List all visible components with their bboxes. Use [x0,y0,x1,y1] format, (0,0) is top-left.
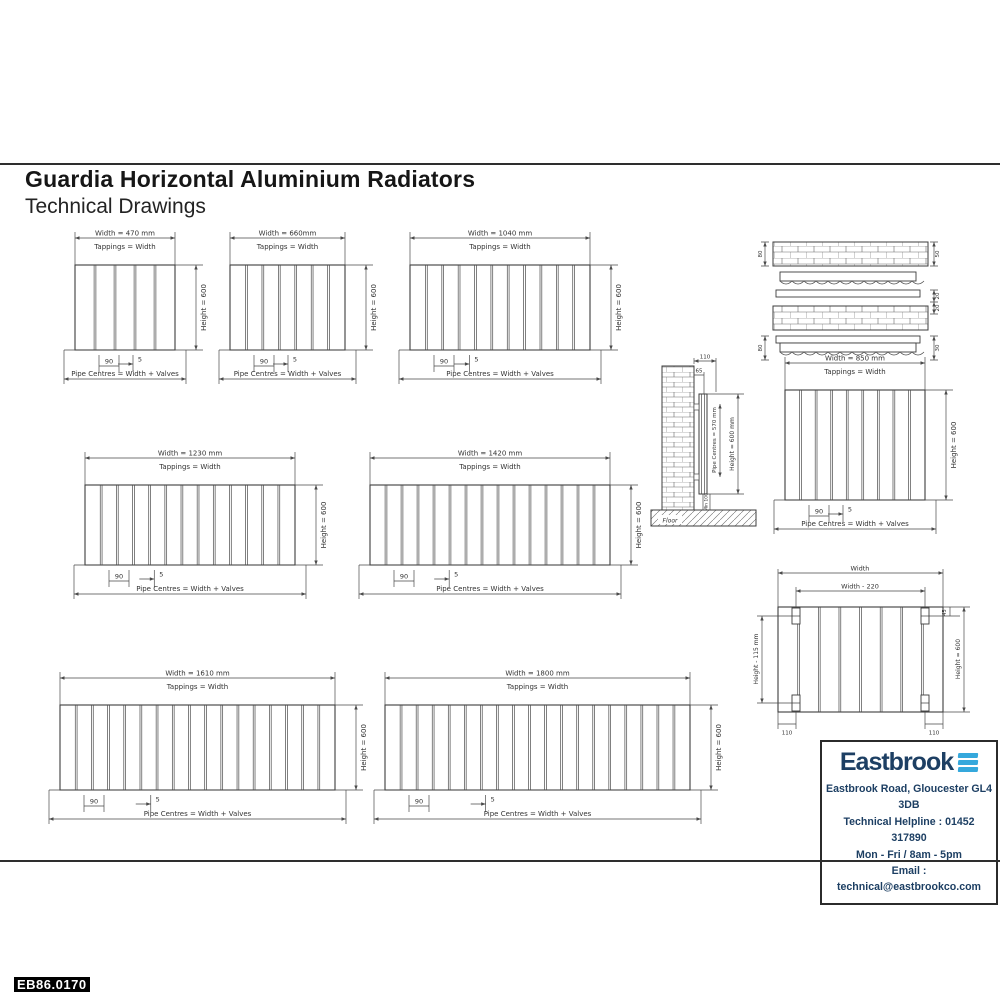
svg-text:Pipe Centres = Width + Valves: Pipe Centres = Width + Valves [233,370,342,378]
svg-text:110: 110 [781,730,793,737]
drawing-bracket-positions [748,562,980,745]
svg-text:110: 110 [699,354,711,361]
radiator-plan-sections [758,234,978,369]
page-subtitle: Technical Drawings [25,195,206,218]
svg-text:Min 100: Min 100 [704,492,710,512]
svg-text:Width = 660mm: Width = 660mm [258,229,317,238]
svg-text:Pipe Centres = Width + Valves: Pipe Centres = Width + Valves [143,810,252,818]
svg-text:Pipe Centres = Width + Valves: Pipe Centres = Width + Valves [436,585,544,593]
drawing-side-wall-mount [650,352,760,547]
radiator-bracket-view [748,562,980,740]
svg-text:Tappings = Width: Tappings = Width [94,243,156,251]
svg-text:5: 5 [292,355,298,364]
svg-text:5: 5 [159,570,164,579]
svg-text:110: 110 [928,730,940,737]
svg-text:90: 90 [104,357,114,366]
svg-text:Height = 600: Height = 600 [320,501,328,549]
svg-text:Width = 1040 mm: Width = 1040 mm [467,229,533,238]
logo-bars-icon [958,753,978,772]
svg-text:30: 30 [935,344,941,352]
top-divider-line [0,163,1000,165]
svg-text:Pipe Centres = Width + Valves: Pipe Centres = Width + Valves [136,585,244,593]
email-line: Email : technical@eastbrookco.com [837,865,981,894]
svg-text:Height = 600: Height = 600 [950,421,958,469]
svg-text:Pipe Centres = Width + Valves: Pipe Centres = Width + Valves [446,370,554,378]
radiator-front-view [35,220,210,405]
drawing-front-850 [745,345,960,560]
svg-text:Height = 600: Height = 600 [715,724,723,771]
svg-text:Pipe Centres = Width + Valves: Pipe Centres = Width + Valves [801,520,909,528]
svg-text:90: 90 [259,357,269,366]
svg-text:Pipe Centres = 570 mm: Pipe Centres = 570 mm [712,407,718,473]
svg-text:Width: Width [850,564,870,573]
radiator-side-view [650,352,760,542]
hours-line: Mon - Fri / 8am - 5pm [856,848,962,861]
drawing-front-1230 [45,440,330,625]
svg-text:Pipe Centres = Width + Valves: Pipe Centres = Width + Valves [71,370,179,378]
radiator-front-view [45,440,330,620]
bottom-divider-line [0,860,1000,862]
svg-text:65: 65 [695,368,703,375]
svg-text:90: 90 [814,507,824,516]
svg-text:50: 50 [935,250,941,258]
svg-text:5: 5 [137,355,143,364]
svg-text:Pipe Centres = Width + Valves: Pipe Centres = Width + Valves [483,810,592,818]
svg-text:5: 5 [155,795,160,804]
address-line: Eastbrook Road, Gloucester GL4 3DB [826,783,993,812]
svg-text:Width = 470 mm: Width = 470 mm [95,229,155,238]
radiator-front-view [345,660,725,845]
svg-text:80: 80 [758,250,764,258]
manufacturer-info-box [820,740,998,905]
svg-text:20: 20 [935,292,941,300]
svg-text:Width = 1230 mm: Width = 1230 mm [157,449,223,458]
svg-text:5: 5 [454,570,459,579]
drawing-front-1420 [330,440,645,625]
svg-text:45: 45 [942,609,948,616]
document-code: EB86.0170 [14,977,90,992]
radiator-front-view [190,220,380,405]
svg-text:Height = 600: Height = 600 [360,724,368,771]
svg-text:80: 80 [758,344,764,352]
svg-text:Tappings = Width: Tappings = Width [459,463,521,471]
svg-text:Width = 850 mm: Width = 850 mm [825,354,885,363]
drawing-front-470 [35,220,210,410]
drawing-front-660 [190,220,380,410]
helpline-line: Technical Helpline : 01452 317890 [843,815,975,845]
svg-text:5: 5 [474,355,479,364]
svg-text:Tappings = Width: Tappings = Width [256,243,319,251]
svg-text:90: 90 [439,357,449,366]
svg-text:Tappings = Width: Tappings = Width [166,683,229,691]
svg-text:Tappings = Width: Tappings = Width [506,683,569,691]
page-title: Guardia Horizontal Aluminium Radiators [25,166,476,192]
radiator-front-view [745,345,960,555]
svg-text:90: 90 [414,797,424,806]
drawing-front-1800 [345,660,725,850]
svg-text:Tappings = Width: Tappings = Width [469,243,531,251]
drawing-front-1040 [370,220,625,410]
svg-text:Width = 1420 mm: Width = 1420 mm [457,449,523,458]
radiator-front-view [20,660,370,845]
brand-name: Eastbrook [839,748,954,776]
svg-text:Floor: Floor [662,517,678,525]
drawing-front-1610 [20,660,370,850]
radiator-front-view [370,220,625,405]
drawing-plan-sections [758,234,978,374]
svg-text:Tappings = Width: Tappings = Width [824,368,886,376]
svg-text:Height = 600: Height = 600 [615,284,623,331]
svg-text:5: 5 [847,505,853,514]
eastbrook-logo [826,748,992,777]
svg-text:Height = 600: Height = 600 [635,501,643,549]
svg-text:90: 90 [114,572,124,581]
svg-text:5: 5 [490,795,495,804]
svg-text:Height = 600 mm: Height = 600 mm [729,417,736,471]
svg-text:90: 90 [399,572,409,581]
svg-text:Height = 600: Height = 600 [200,284,208,331]
svg-text:20: 20 [935,304,941,312]
svg-text:Width = 1800 mm: Width = 1800 mm [505,669,570,678]
svg-text:Height = 600: Height = 600 [955,638,962,680]
svg-text:Width - 220: Width - 220 [841,582,879,591]
svg-text:90: 90 [89,797,99,806]
svg-text:Width = 1610 mm: Width = 1610 mm [165,669,230,678]
svg-text:Height - 115 mm: Height - 115 mm [753,633,760,685]
svg-text:Height = 600: Height = 600 [370,284,378,331]
svg-text:Tappings = Width: Tappings = Width [159,463,221,471]
radiator-front-view [330,440,645,620]
